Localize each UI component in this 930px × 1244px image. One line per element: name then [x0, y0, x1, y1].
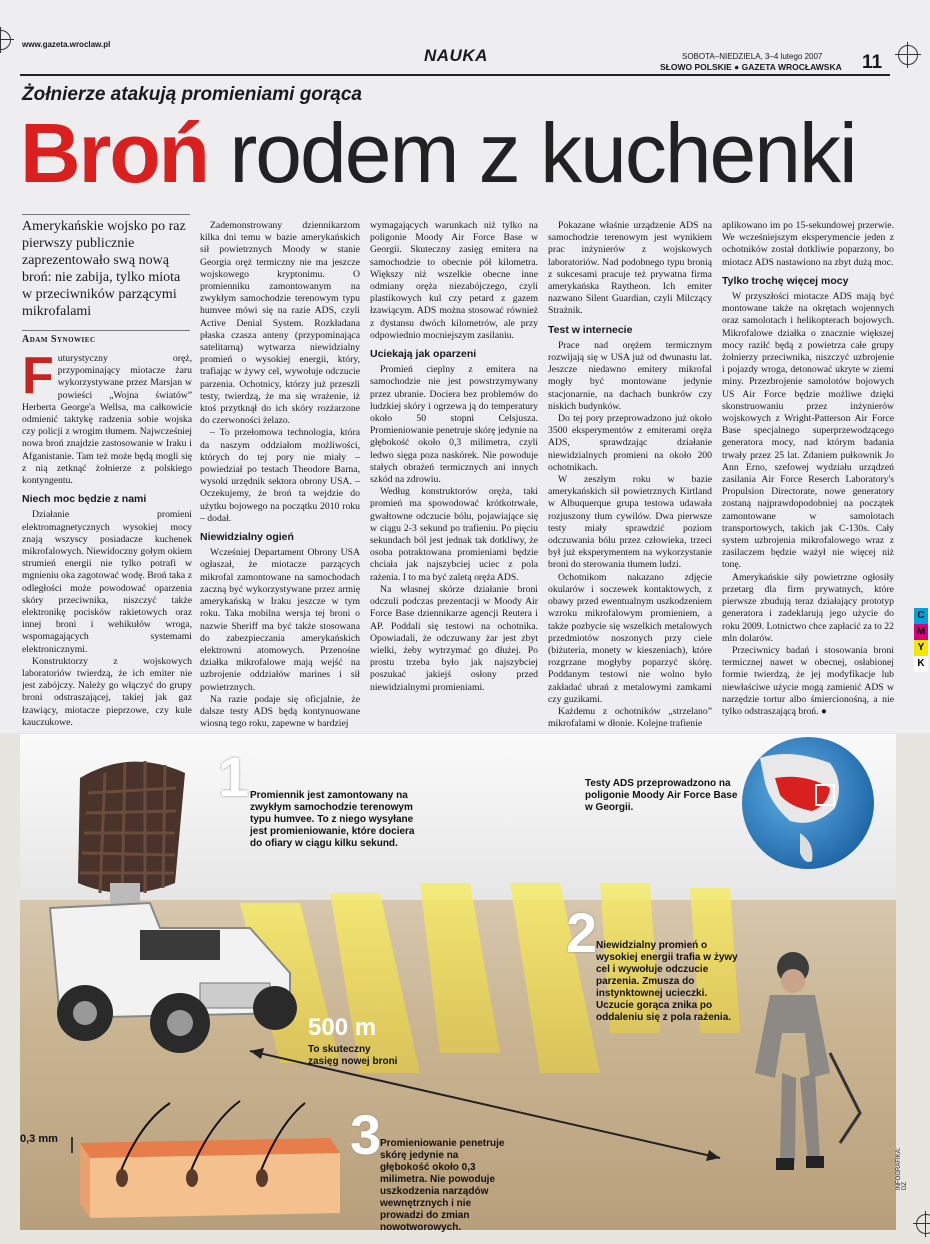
byline: Adam Synowiec: [22, 334, 96, 345]
map-caption: Testy ADS przeprowadzono na poligonie Moody Air Force Base w Georgii.: [585, 778, 738, 813]
article-headline: [20, 108, 856, 198]
paragraph: Do tej pory przeprowadzono już około 3500 eksperymentów z emiterami oręża ADS, sprawdzając działanie niewidzialnych promieni na około 200 ochotnikach.: [548, 413, 712, 473]
paragraph: Każdemu z ochotników „strzelano” mikrofalami w dłonie. Kolejne trafienie: [548, 705, 712, 730]
paragraph: aplikowano im po 15-sekundowej przerwie. We wcześniejszym eksperymencie jeden z ochotników został dotkliwie poparzony, bo miotacz ADS nastawiono na zbyt dużą moc.: [722, 220, 894, 268]
paragraph: Zademonstrowany dziennikarzom kilka dni temu w bazie amerykańskich sił powietrznych Moody w stanie Georgia oręż termiczny nie ma jeszcze wojskowego kryptonimu. O promienniku zamontowanym na zwykłym samochodzie terenowym typu humvee mówi się na razie ADS, czyli Active Denial System. Rozkładana płaska czasza anteny (przypominająca satelitarną) wytwarza niewidzialny promień o wysokiej energii, który, trafiając w żywy cel, wywołuje odczucie parzenia. Ochotnicy, którzy już przeszli testy, twierdzą, że ma się wrażenie, iż ktoś przytknął do ich skóry rozżarzone do czerwoności żelazo.: [200, 220, 360, 427]
paragraph: Prace nad orężem termicznym rozwijają się w USA już od dwunastu lat. Jeszcze niedawno emitery mikrofal mogły być montowane jedynie stacjonarnie, na dachach bunkrów czy niskich budynków.: [548, 339, 712, 412]
cmyk-tab-yellow: Y: [914, 640, 928, 656]
cmyk-tab-black: K: [914, 656, 928, 672]
infographic-credit: INFOGRAFIKA: DZ: [896, 1147, 908, 1190]
skin-cross-section-icon: [72, 1101, 340, 1218]
paragraph: Promień cieplny z emitera na samochodzie nie jest powstrzymywany przez ubranie. Dociera bez problemów do ludzkiej skóry i ogrzewa ją do temperatury około 50 stopni Celsjusza. Promieniowanie penetruje skórę jedynie na głębokość około 0,3 milimetra, czyli ledwo sięga poza naskórek. Nie powoduje stałych obrażeń termicznych ani innych szkód na zdrowiu.: [370, 364, 538, 486]
registration-mark-icon: [916, 1214, 930, 1234]
section-title: NAUKA: [424, 46, 488, 65]
paragraph: Amerykańskie siły powietrzne ogłosiły przetarg dla firm prywatnych, które pierwsze zbudują teraz działający prototyp generatora i zadeklarują jego użycie do roku 2009. Lotnictwo chce zapłacić za to 22 mln dolarów.: [722, 571, 894, 644]
globe-map-icon: [742, 737, 874, 869]
newspaper-names: SŁOWO POLSKIE ● GAZETA WROCŁAWSKA: [660, 62, 842, 72]
paragraph: Na własnej skórze działanie broni odczuli podczas prezentacji w Moody Air Force Base dziennikarze agencji Reutera i AP. Poddali się testowi na ochotnika. Opowiadali, że odczuwany żar jest zbyt wielki, żeby wytrzymać go dłużej. Po prostu trzeba było jak najszybciej poszukać jakiejś osłony przed niewidzialnymi promieniami.: [370, 583, 538, 693]
soldier-figure-icon: [755, 952, 860, 1170]
step-1-number: 1: [218, 745, 250, 808]
paragraph: Pokazane właśnie urządzenie ADS na samochodzie terenowym jest wynikiem prac inżynierów z wojskowych laboratoriów. Nad podobnego typu bronią z sukcesami pracuje też prywatna firma amerykańska Raytheon. Ich emiter nazwano Silent Guardian, czyli Milczący Strażnik.: [548, 220, 712, 317]
step-3-caption: Promieniowanie penetruje skórę jedynie na głębokość około 0,3 milimetra. Nie powoduje uszkodzenia narządów wewnętrznych i nie prowadzi do zmian nowotworowych.: [380, 1138, 505, 1233]
paragraph: W przyszłości miotacze ADS mają być montowane także na okrętach wojennych oraz samolotach i helikopterach bojowych. Mikrofalowe działka o znacznie większej mocy raziłć będą z powietrza całe grupy żołnierzy przeciwnika, niszczyć uzbrojenie i pojazdy wroga, detonować ukryte w ziemi miny. Przezbrojenie samolotów bojowych US Air Force będzie możliwe dzięki skonstruowaniu przez inżynierów wojskowych z Wright-Patterson Air Force Base specjalnego superprzewodzącego generatora mocy, nad którym badania trwały przez 25 lat. Zdaniem pułkownik Jo Ann Erno, szefowej wydziału urządzeń zasilania Air Force Reserch Laboratory's Propulsion Directorate, nowe generatory zostaną najprawdopodobniej na początek zamontowane w samolotach transportowych, takich jak C-130s. Cały system uzbrojenia mikrofalowego wraz z zasilaczem będzie ważył nie więcej niż tonę.: [722, 291, 894, 571]
step-3-number: 3: [350, 1103, 382, 1166]
article-column-4: [548, 220, 712, 737]
header-divider: [20, 74, 890, 76]
article-kicker: Żołnierze atakują promieniami gorąca: [22, 84, 362, 105]
antenna-dish-icon: [78, 761, 185, 913]
paragraph: Na razie podaje się oficjalnie, że dalsze testy ADS będą kontynuowane wiosną tego roku, zapewne w bardziej: [200, 693, 360, 730]
paragraph: Działanie promieni elektromagnetycznych wysokiej mocy znają wszyscy posiadacze kuchenek mikrofalowych. Niewidoczny gołym okiem strumień energii nie tylko potrafi w mgnieniu oka zagotować wodę. Broń taka z odległości może powodować oparzenia skóry przeciwnika, niszczyć także elektronikę pocisków rakietowych oraz innej broni i wehikułów wroga, wspomagających systemami elektronicznymi.: [22, 509, 192, 655]
registration-mark-icon: [0, 30, 11, 50]
byline-divider: [22, 330, 190, 331]
step-1-caption: Promiennik jest zamontowany na zwykłym samochodzie terenowym typu humvee. To z niego wysyłane jest promieniowanie, które dociera do ofiary w ciągu kilku sekund.: [250, 790, 415, 849]
range-value: 500 m: [308, 1014, 377, 1041]
subheading: Niech moc będzie z nami: [22, 493, 147, 506]
cmyk-tab-magenta: M: [914, 624, 928, 640]
article-column-5: [722, 220, 894, 737]
article-lead: Amerykańskie wojsko po raz pierwszy publicznie zaprezentowało swą nową broń: nie zabija, tylko miota w przeciwników parzącymi mikrofalami: [22, 219, 186, 319]
lead-divider: [22, 214, 190, 215]
paragraph: uturystyczny oręż, przypominający miotacze żaru wykorzystywane przez Marsjan w powieści „Wojna światów” Herberta George'a Wellsa, ma całkowicie odmienić taktykę radzenia sobie wojska czy policji z wrogim tłumem. Najwcześniej nowa broń znajdzie zastosowanie w Iraku i Afganistanie. Tam też może będą mogli się z nią zetknąć żołnierze z polskiego kontyngentu.: [22, 353, 192, 487]
site-url: www.gazeta.wroclaw.pl: [22, 40, 111, 49]
paragraph: Przeciwnicy badań i stosowania broni termicznej nawet w obecnej, osłabionej formie twierdzą, że jej modyfikacje lub niewłaściwe użycie mogą zamienić ADS w narzędzie tortur albo śmiercionośną, a nie tylko odstraszającą broń. ●: [722, 644, 894, 717]
issue-date: SOBOTA–NIEDZIELA, 3–4 lutego 2007: [682, 52, 823, 61]
page-number: 11: [862, 52, 883, 73]
paragraph: – To przełomowa technologia, która da naszym oddziałom możliwości, których do tej pory nie miały – powiedział po testach Theodore Barna, wysoki urzędnik sektora obrony USA. – Oczekujemy, że broń ta wejdzie do użytku bojowego na początku 2010 roku – dodał.: [200, 427, 360, 524]
step-2-caption: Niewidzialny promień o wysokiej energii trafia w żywy cel i wywołuje odczucie parzenia. Zmusza do instynktownej ucieczki. Uczucie gorąca znika po oddaleniu się z pola rażenia.: [596, 940, 738, 1023]
subheading: Tylko trochę więcej mocy: [722, 274, 849, 287]
headline-red-word: Broń: [20, 106, 208, 200]
headline-rest: rodem z kuchenki: [229, 106, 856, 200]
paragraph: Ochotnikom nakazano zdjęcie okularów i soczewek kontaktowych, z obawy przed ewentualnym uszkodzeniem wzroku mikrofalowym promieniem, a także pozbycie się wszelkich metalowych przedmiotów noszonych przy ciele (biżuteria, monety w kieszeniach), które rozgrzane mogłyby poparzyć skórę. Poddanym testowi nie wolno było zakładać ubrań z metalowymi zamkami czy guzikami.: [548, 571, 712, 705]
subheading: Niewidzialny ogień: [200, 531, 294, 544]
paragraph: Według konstruktorów oręża, taki promień ma spowodować krótkotrwałe, gwałtowne odczucie bólu, pojawiające się w ciągu 2-3 sekund po trafieniu. Po pięciu sekundach ból jest jednak tak dotkliwy, że osoba potraktowana promieniami będzie chciała jak najszybciej uciec z pola rażenia. I to ma być zaletą oręża ADS.: [370, 486, 538, 583]
cmyk-tab-cyan: C: [914, 608, 928, 624]
article-column-2: [200, 220, 360, 737]
registration-mark-icon: [898, 45, 918, 65]
subheading: Uciekają jak oparzeni: [370, 348, 477, 361]
range-caption: To skuteczny zasięg nowej broni: [308, 1044, 398, 1067]
drop-cap: F: [22, 353, 54, 405]
paragraph: wymagających warunkach niż tylko na poligonie Moody Air Force Base w Georgii. Skuteczny zasięg emitera na samochodzie to obecnie pół kilometra. Większy niż wszelkie obecne inne odmiany oręża niezabójczego, czyli plastikowych kul czy petard z gazem łzawiącym. ADS można stosować również z dystansu dwóch kilometrów, ale przy odpowiednio mocniejszym zasilaniu.: [370, 220, 538, 341]
subheading: Test w internecie: [548, 323, 633, 336]
article-column-3: [370, 220, 538, 737]
paragraph: Konstruktorzy z wojskowych laboratoriów twierdzą, że ich emiter nie jest zabójczy. Należy go włączyć do grupy broni odstraszającej, takiej jak gaz łzawiący, miotacze pieprzowe, czy kule kauczukowe.: [22, 655, 192, 728]
article-column-1: [22, 353, 192, 737]
paragraph: W zeszłym roku w bazie amerykańskich sił powietrznych Kirtland w Albuquerque grupa testowa udawała rozjuszony tłum cywilów. Dwa pierwsze testy miały sprawdzić poziom odczuwania bólu przez człowieka, trzeci był już eksperymentem na wykorzystanie broni do sterowania tłumem ludzi.: [548, 474, 712, 571]
paragraph: Wcześniej Departament Obrony USA ogłaszał, że miotacze parzących mikrofal zamontowane na samochodach zaczną być wykorzystywane przez armię amerykańską w Iraku jeszcze w tym roku. Taka mobilna wersja tej broni o nazwie Sheriff ma być także stosowana do zabezpieczania amerykańskich elektrowni atomowych. Przenośne działka mikrofalowe mają wejść na uzbrojenie oddziałów marines i sił powietrznych.: [200, 547, 360, 693]
step-2-number: 2: [566, 901, 598, 964]
skin-depth-label: 0,3 mm: [20, 1133, 58, 1145]
